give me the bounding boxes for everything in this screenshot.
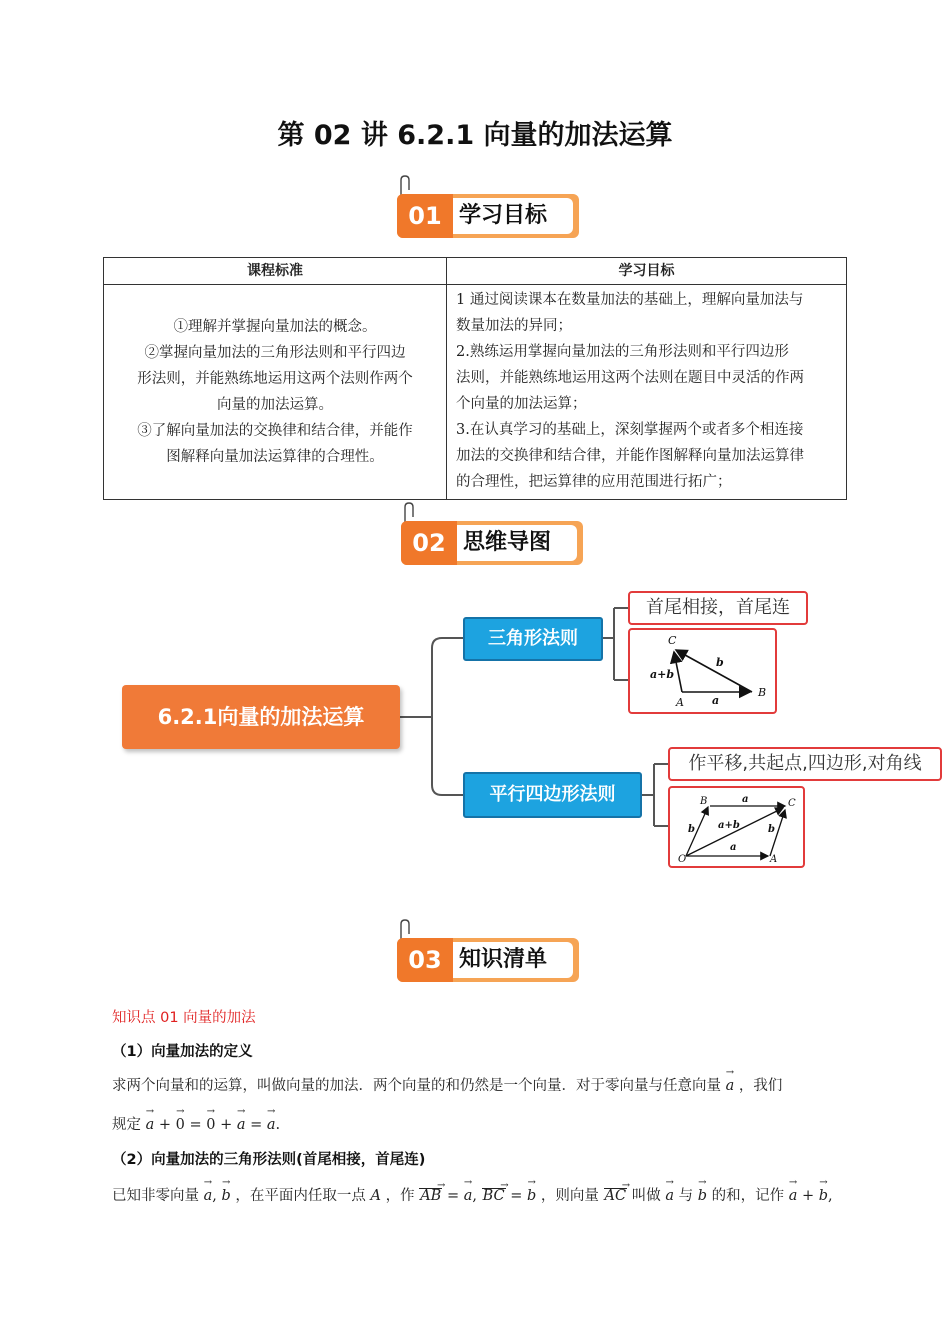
vertex-label-b: B xyxy=(758,686,767,699)
triangle-rule-note: 首尾相接，首尾连 xyxy=(628,591,808,625)
vector-a: → a xyxy=(789,1188,798,1204)
section-label: 知识清单 xyxy=(453,942,573,978)
vector-b: → b xyxy=(819,1188,828,1204)
objective-cell xyxy=(447,285,847,500)
goals-table xyxy=(103,257,847,500)
text-run: 已知非零向量 xyxy=(112,1188,199,1204)
standard-cell xyxy=(104,285,447,500)
triangle-figure xyxy=(630,630,775,712)
vector-a: → a xyxy=(146,1117,155,1133)
vertex-label-c: C xyxy=(668,634,677,647)
objective-line: 的合理性，把运算律的应用范围进行拓广； xyxy=(456,474,732,490)
objective-line: 3.在认真学习的基础上，深刻掌握两个或者多个相连接 xyxy=(456,422,804,438)
objective-line: 数量加法的异同； xyxy=(456,318,572,334)
text-run: ，则向量 xyxy=(540,1188,599,1204)
vector-zero: → 0 xyxy=(176,1117,185,1133)
subheading-definition: （1）向量加法的定义 xyxy=(112,1044,253,1060)
mind-map-root: 6.2.1向量的加法运算 xyxy=(122,685,400,749)
text-run: 与 xyxy=(678,1188,694,1204)
section-label: 学习目标 xyxy=(453,198,573,234)
table-header-standard: 课程标准 xyxy=(104,258,447,285)
standard-line: ③了解向量加法的交换律和结合律，并能作 xyxy=(137,423,413,439)
section-number: 02 xyxy=(401,521,457,565)
vertex-label-a: A xyxy=(676,696,684,709)
section-number: 01 xyxy=(397,194,453,238)
objective-line: 个向量的加法运算； xyxy=(456,396,587,412)
edge-label-a-top: a xyxy=(742,794,749,805)
knowledge-point-title: 知识点 01 向量的加法 xyxy=(112,1010,256,1026)
vector-zero: → 0 xyxy=(206,1117,215,1133)
edge-label-b-left: b xyxy=(688,824,695,835)
paragraph-definition-line2: 规定 → a + → 0 = → 0 + → a = → a. xyxy=(112,1113,280,1134)
text-run: 叫做 xyxy=(631,1188,661,1204)
edge-label-b: b xyxy=(716,656,724,669)
triangle-diagram xyxy=(628,628,777,714)
objective-line: 法则，并能熟练地运用这两个法则在题目中灵活的作两 xyxy=(456,370,804,386)
vector-a: → a xyxy=(665,1188,674,1204)
vector-bc: BC → xyxy=(482,1188,506,1204)
objective-line: 加法的交换律和结合律，并能作图解释向量加法运算律 xyxy=(456,448,804,464)
parallelogram-diagram xyxy=(668,786,805,868)
paragraph-definition-line1 xyxy=(112,1074,782,1095)
edge-label-b-right: b xyxy=(768,824,775,835)
vector-a: → a xyxy=(204,1188,213,1204)
vector-ac: AC → xyxy=(604,1188,628,1204)
standard-line: 向量的加法运算。 xyxy=(217,397,333,413)
vector-a: → a xyxy=(237,1117,246,1133)
vector-b: → b xyxy=(221,1188,230,1204)
parallelogram-rule-note: 作平移,共起点,四边形,对角线 xyxy=(668,747,942,781)
standard-line: ①理解并掌握向量加法的概念。 xyxy=(173,319,377,335)
text-run: ，作 xyxy=(385,1188,415,1204)
text-run: 求两个向量和的运算，叫做向量的加法．两个向量的和仍然是一个向量．对于零向量与任意向量 xyxy=(112,1078,721,1094)
section-label: 思维导图 xyxy=(457,525,577,561)
text-run: ，在平面内任取一点 xyxy=(235,1188,366,1204)
table-header-objective: 学习目标 xyxy=(447,258,847,285)
vertex-label-c: C xyxy=(788,798,796,809)
standard-line: ②掌握向量加法的三角形法则和平行四边 xyxy=(144,345,406,361)
parallelogram-figure xyxy=(670,788,803,866)
branch-parallelogram-rule: 平行四边形法则 xyxy=(463,772,642,818)
text-run: ，我们 xyxy=(738,1078,783,1094)
edge-label-a-bottom: a xyxy=(730,842,737,853)
text-run: 的和，记作 xyxy=(711,1188,785,1204)
vector-a: → a xyxy=(267,1117,276,1133)
branch-triangle-rule: 三角形法则 xyxy=(463,617,603,661)
vertex-label-b: B xyxy=(700,796,708,807)
vector-a: → a xyxy=(464,1188,473,1204)
objective-line: 1 通过阅读课本在数量加法的基础上，理解向量加法与 xyxy=(456,292,804,308)
page-title: 第 02 讲 6.2.1 向量的加法运算 xyxy=(277,120,673,151)
section-number: 03 xyxy=(397,938,453,982)
paragraph-triangle-rule: 已知非零向量 → a, → b ，在平面内任取一点 A ，作 AB → = → a, BC → = → b ，则向量 AC → 叫做 → a 与 → b 的和，记作 → a + → b, xyxy=(112,1184,833,1205)
standard-line: 形法则，并能熟练地运用这两个法则作两个 xyxy=(137,371,413,387)
edge-label-sum: a+b xyxy=(718,820,740,831)
vector-ab: AB → xyxy=(419,1188,442,1204)
vector-b: → b xyxy=(698,1188,707,1204)
vertex-label-o: O xyxy=(678,854,687,865)
edge-label-sum: a+b xyxy=(650,668,675,681)
text-run: 规定 xyxy=(112,1117,141,1133)
vertex-label-a: A xyxy=(770,854,778,865)
subheading-triangle-rule: （2）向量加法的三角形法则(首尾相接，首尾连) xyxy=(112,1152,426,1168)
point-a: A xyxy=(370,1188,381,1204)
vector-a: → a xyxy=(726,1078,735,1094)
edge-label-a: a xyxy=(712,694,720,707)
mind-map xyxy=(0,580,950,880)
objective-line: 2.熟练运用掌握向量加法的三角形法则和平行四边形 xyxy=(456,344,789,360)
standard-line: 图解释向量加法运算律的合理性。 xyxy=(166,449,384,465)
vector-b: → b xyxy=(527,1188,536,1204)
